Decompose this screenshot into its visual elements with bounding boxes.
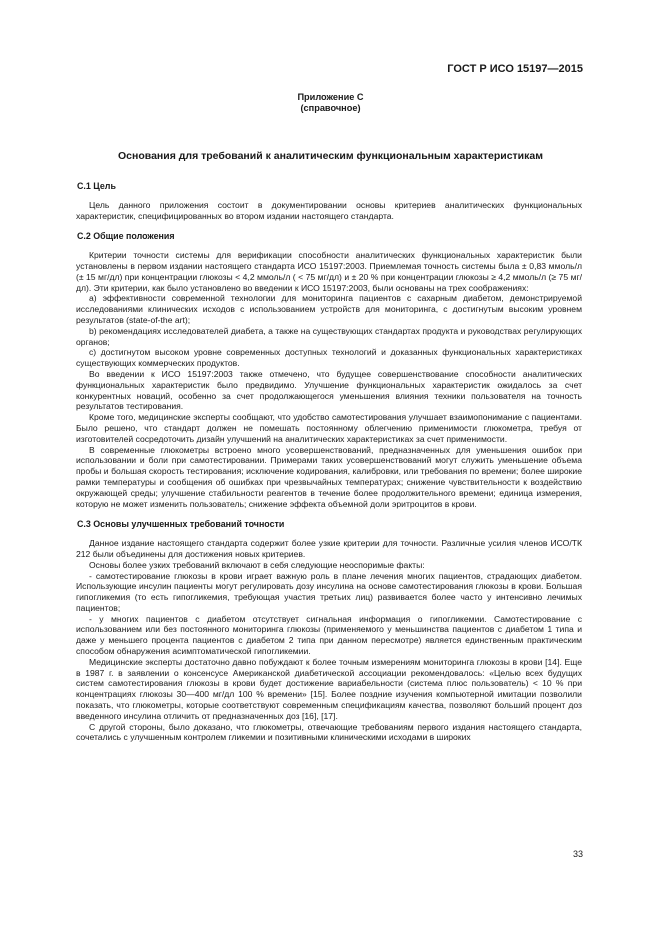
paragraph: Медицинские эксперты достаточно давно побуждают к более точным измерениям мониторинга глюкозы в крови [14]. Еще в 1987 г. в заявлении о консенсусе Американской диабетической ассоциации рекомендовалось: «Целью всех будущих систем самотестирования глюкозы в крови будет достижение вариабельности (система плюс пользователь) < 10 % при концентрациях глюкозы 30—400 мг/дл 100 % времени» [15]. Более поздние изучения компьютерной имитации позволили показать, что глюкометры, которые соответствуют современным спецификациям качества, позволяют больший процент доз введенного инсулина отличить от предназначенных доз [16], [17]. [76,656,582,721]
document-body [76,181,582,743]
paragraph: Основы более узких требований включают в себя следующие неоспоримые факты: [89,559,425,570]
paragraph: Данное издание настоящего стандарта содержит более узкие критерии для точности. Различные усилия членов ИСО/ТК 212 были объединены для достижения новых критериев. [76,538,582,559]
paragraph: С другой стороны, было доказано, что глюкометры, отвечающие требованиям первого издания настоящего стандарта, сочетались с улучшенным контролем гликемии и позитивными клиническими исходами в широких [76,721,582,743]
list-item: - самотестирование глюкозы в крови играет важную роль в плане лечения многих пациентов, страдающих диабетом. Использующие инсулин пациенты могут регулировать дозу инсулина на основе самотестирования глюкозы в крови. Большая гипогликемия (то есть гипогликемия, требующая участия третьих лиц) развивается более часто у интенсивно лечимых пациентов; [76,570,582,613]
document-header: ГОСТ Р ИСО 15197—2015 [447,63,583,75]
section-heading-c3: С.3 Основы улучшенных требований точности [77,519,285,530]
paragraph: В современные глюкометры встроено много усовершенствований, предназначенных для уменьшения ошибок при использовании и боли при самотестировании. Примерами таких усовершенствований могут служить уменьшение объема пробы и большая скорость тестирования; исключение кодирования, калибровки, или требования по времени; более широкие рамки температуры и сообщения об ошибках при чрезвычайных температурах; снижение чувствительности к воздействию окружающей среды; улучшение стабильности реагентов в течение более продолжительного времени; единица измерения, которую не может изменить пользователь; снижение эффекта объемной доли эритроцитов в крови. [76,444,582,509]
main-title: Основания для требований к аналитическим функциональным характеристикам [117,150,543,162]
list-item: c) достигнутом высоком уровне современных доступных технологий и доказанных функциональных характеристиках существующих коммерческих продуктов. [76,347,582,369]
paragraph: Цель данного приложения состоит в документировании основы критериев аналитических функциональных характеристик, специфицированных во втором издании настоящего стандарта. [76,199,582,221]
annex-title: Приложение С [297,92,364,102]
paragraph: Во введении к ИСО 15197:2003 также отмечено, что будущее совершенствование способности аналитических функциональных характеристик было предвидимо. Улучшение функциональных характеристик ожидалось за счет конкурентных новаций, особенно за счет продолжающегося уменьшения влияния техники пользователя на точность результатов тестирования. [76,368,582,412]
list-item: - у многих пациентов с диабетом отсутствует сигнальная информация о гипогликемии. Самотестирование с использованием или без постоянного мониторинга глюкозы (применяемого у меньшинства пациентов с диабетом 1 типа и даже у меньшего процента пациентов с диабетом 2 типа при данном пересмотре) является единственным практическим способом обнаружения асимптоматической гипогликемии. [76,613,582,657]
list-item: b) рекомендациях исследователей диабета, а также на существующих стандартах продукта и руководствах регулирующих органов; [76,325,582,347]
list-item: a) эффективности современной технологии для мониторинга пациентов с сахарным диабетом, демонстрируемой исследованиями клинических исходов с использованием устройств для мониторинга, с достигнутым высоким уровнем результатов (state-of-the art); [76,293,582,325]
page-number: 33 [572,849,583,859]
section-heading-c1: С.1 Цель [77,181,116,191]
paragraph: Кроме того, медицинские эксперты сообщают, что удобство самотестирования улучшает взаимопонимание с пациентами. Было решено, что стандарт должен не помешать постоянному облегчению применимости глюкометра, требуя от изготовителей сосредоточить дизайн улучшений на аналитических характеристиках за счет применимости. [76,412,582,444]
section-heading-c2: С.2 Общие положения [77,231,175,242]
annex-subtitle: (справочное) [300,103,361,113]
paragraph: Критерии точности системы для верификации способности аналитических функциональных характеристик были установлены в первом издании настоящего стандарта ИСО 15197:2003. Приемлемая точность системы была ± 0,83 ммоль/л (± 15 мг/дл) при концентрации глюкозы < 4,2 ммоль/л ( < 75 мг/дл) и ± 20 % при концентрации глюкозы ≥ 4,2 ммоль/л (≥ 75 мг/дл). Эти критерии, как было установлено во введении к ИСО 15197:2003, были основаны на трех соображениях: [76,250,582,293]
annex-heading [0,92,661,114]
